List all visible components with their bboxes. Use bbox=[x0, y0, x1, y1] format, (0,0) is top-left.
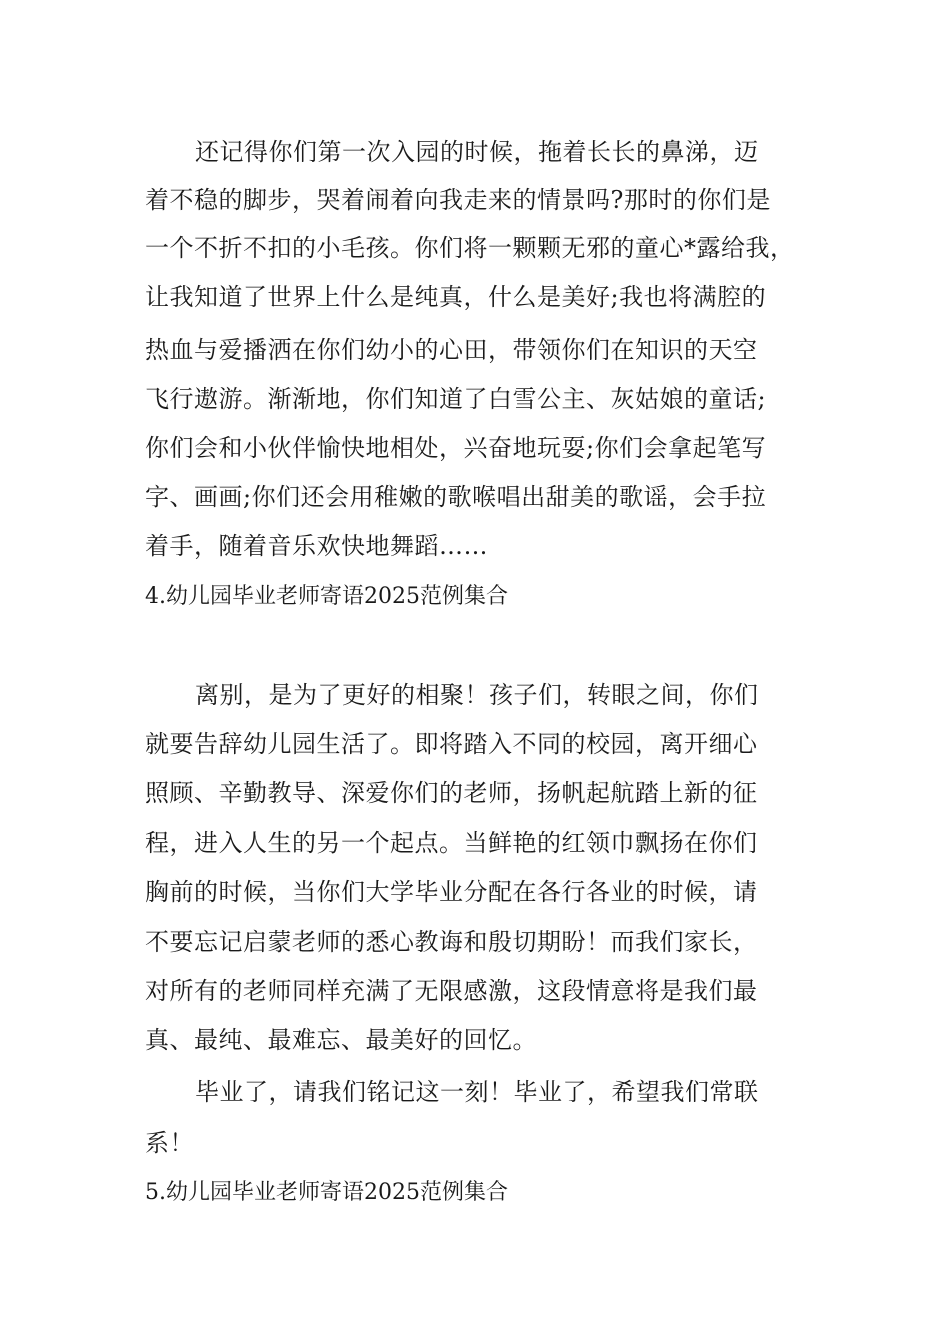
paragraph-line: 毕业了，请我们铭记这一刻！毕业了，希望我们常联 bbox=[195, 1078, 759, 1106]
paragraph-line: 离别，是为了更好的相聚！孩子们，转眼之间，你们 bbox=[195, 681, 759, 709]
section-heading: 5.幼儿园毕业老师寄语2025范例集合 bbox=[145, 1180, 508, 1205]
paragraph-line: 飞行遨游。渐渐地，你们知道了白雪公主、灰姑娘的童话; bbox=[145, 385, 767, 413]
paragraph-line: 着手，随着音乐欢快地舞蹈…… bbox=[145, 532, 488, 560]
paragraph-line: 对所有的老师同样充满了无限感激，这段情意将是我们最 bbox=[145, 977, 758, 1005]
paragraph-line: 不要忘记启蒙老师的悉心教诲和殷切期盼！而我们家长， bbox=[145, 928, 758, 956]
paragraph-line: 一个不折不扣的小毛孩。你们将一颗颗无邪的童心*露给我， bbox=[145, 234, 795, 262]
paragraph-line: 字、画画;你们还会用稚嫩的歌喉唱出甜美的歌谣，会手拉 bbox=[145, 483, 767, 511]
section-heading: 4.幼儿园毕业老师寄语2025范例集合 bbox=[145, 584, 508, 609]
paragraph-line: 让我知道了世界上什么是纯真，什么是美好;我也将满腔的 bbox=[145, 283, 767, 311]
paragraph-line: 你们会和小伙伴愉快地相处，兴奋地玩耍;你们会拿起笔写 bbox=[145, 434, 767, 462]
paragraph-line: 还记得你们第一次入园的时候，拖着长长的鼻涕，迈 bbox=[195, 138, 759, 166]
paragraph-line: 胸前的时候，当你们大学毕业分配在各行各业的时候，请 bbox=[145, 878, 758, 906]
paragraph-line: 就要告辞幼儿园生活了。即将踏入不同的校园，离开细心 bbox=[145, 730, 758, 758]
paragraph-line: 真、最纯、最难忘、最美好的回忆。 bbox=[145, 1026, 537, 1054]
paragraph-line: 着不稳的脚步，哭着闹着向我走来的情景吗?那时的你们是 bbox=[145, 186, 771, 214]
paragraph-line: 程，进入人生的另一个起点。当鲜艳的红领巾飘扬在你们 bbox=[145, 829, 758, 857]
paragraph-line: 系！ bbox=[145, 1129, 194, 1157]
paragraph-line: 照顾、辛勤教导、深爱你们的老师，扬帆起航踏上新的征 bbox=[145, 779, 758, 807]
paragraph-line: 热血与爱播洒在你们幼小的心田，带领你们在知识的天空 bbox=[145, 336, 758, 364]
